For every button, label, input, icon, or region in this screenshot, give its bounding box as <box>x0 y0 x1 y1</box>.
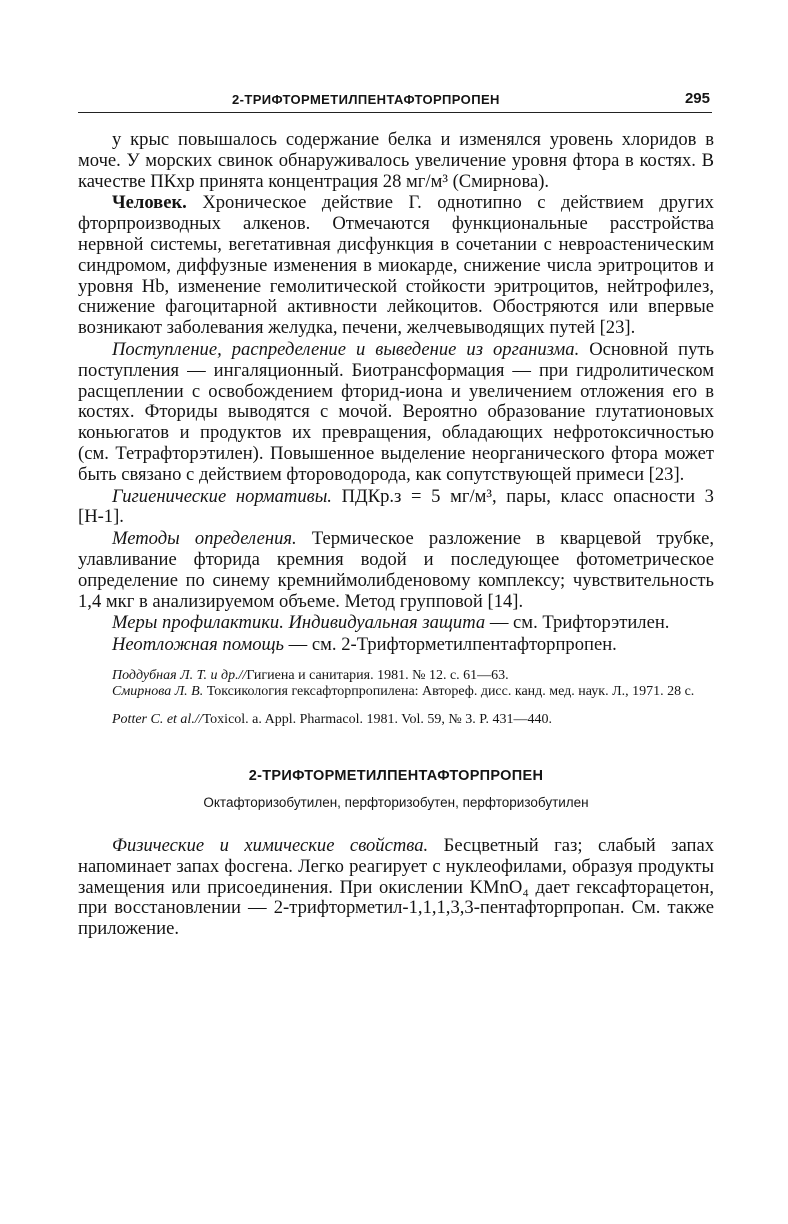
reference-authors: Potter C. et al.// <box>112 711 203 727</box>
paragraph-physical-chemical-properties: Физические и химические свойства. Бесцветный газ; слабый запах напоминает запах фосгена. Легко реагирует с нуклеофилами, образуя продукты замещения или присоединения. При окислении KMnO₄ дает гексафторацетон, при восстановлении — 2-трифторметил-1,1,1,3,3-пентафторпропан. См. также приложение. <box>78 834 714 940</box>
reference-item: Поддубная Л. Т. и др.//Гигиена и санитария. 1981. № 12. с. 61—63. <box>112 667 509 683</box>
paragraph-lead: Гигиенические нормативы. <box>112 485 332 507</box>
paragraph-lead: Меры профилактики. Индивидуальная защита <box>112 612 486 634</box>
section-title: 2-ТРИФТОРМЕТИЛПЕНТАФТОРПРОПЕН <box>248 767 544 784</box>
section-subtitle: Октафторизобутилен, перфторизобутен, перфторизобутилен <box>203 794 589 810</box>
paragraph-first-aid: Неотложная помощь — см. 2-Трифторметилпентафторпропен. <box>112 634 617 656</box>
reference-item: Potter C. et al.//Toxicol. a. Appl. Pharmacol. 1981. Vol. 59, № 3. P. 431—440. <box>112 711 553 727</box>
running-header-title: 2-ТРИФТОРМЕТИЛПЕНТАФТОРПРОПЕН <box>232 92 500 107</box>
paragraph-human-effects: Человек. Хроническое действие Г. однотипно с действием других фторпроизводных алкенов. Отмечаются функциональные расстройства нервной системы, вегетативная дисфункция в сочетании с невроастеническим синдромом, диффузные изменения в миокарде, снижение числа эритроцитов и уровня Hb, изменение гемолитической стойкости эритроцитов, нейтрофилез, снижение фагоцитарной активности лейкоцитов. Обостряются или впервые возникают заболевания желудка, печени, желчевыводящих путей [23]. <box>78 192 714 339</box>
paragraph-intake-metabolism: Поступление, распределение и выведение из организма. Основной путь поступления — ингаляционный. Биотрансформация — при гидролитическом расщеплении с освобождением фторид-иона и увеличением отложения его в костях. Фториды выводятся с мочой. Вероятно образование глутатионовых коньюгатов и продуктов их превращения, обладающих нефротоксичностью (см. Тетрафторэтилен). Повышенное выделение неорганического фтора может быть связано с действием фтороводорода, как сопутствующей примеси [23]. <box>78 338 714 485</box>
paragraph-hygiene-norms: Гигиенические нормативы. ПДКр.з = 5 мг/м³, пары, класс опасности 3 [Н-1]. <box>78 485 714 528</box>
page-number: 295 <box>684 90 710 107</box>
running-header <box>78 90 712 113</box>
reference-authors: Поддубная Л. Т. и др.// <box>112 667 247 683</box>
paragraph-prevention: Меры профилактики. Индивидуальная защита — см. Трифторэтилен. <box>112 612 670 634</box>
reference-item: Смирнова Л. В. Токсикология гексафторпропилена: Автореф. дисс. канд. мед. наук. Л., 1971. 28 с. <box>112 683 695 699</box>
reference-authors: Смирнова Л. В. <box>112 683 204 699</box>
paragraph-lead: Человек. <box>112 192 187 214</box>
paragraph-urine-bone-effects: у крыс повышалось содержание белка и изменялся уровень хлоридов в моче. У морских свинок обнаруживалось увеличение уровня фтора в костях. В качестве ПКхр принята концентрация 28 мг/м³ (Смирнова). <box>78 129 714 192</box>
reference-list <box>78 668 714 728</box>
paragraph-detection-methods: Методы определения. Термическое разложение в кварцевой трубке, улавливание фторида кремния водой и последующее фотометрическое определение по синему кремниймолибденовому комплексу; чувствительность 1,4 мкг в анализируемом объеме. Метод групповой [14]. <box>78 528 714 612</box>
paragraph-lead: Методы определения. <box>112 528 297 550</box>
paragraph-lead: Неотложная помощь <box>112 634 284 656</box>
paragraph-lead: Физические и химические свойства. <box>112 834 429 856</box>
body-text <box>78 130 714 940</box>
paragraph-lead: Поступление, распределение и выведение из организма. <box>112 338 580 360</box>
